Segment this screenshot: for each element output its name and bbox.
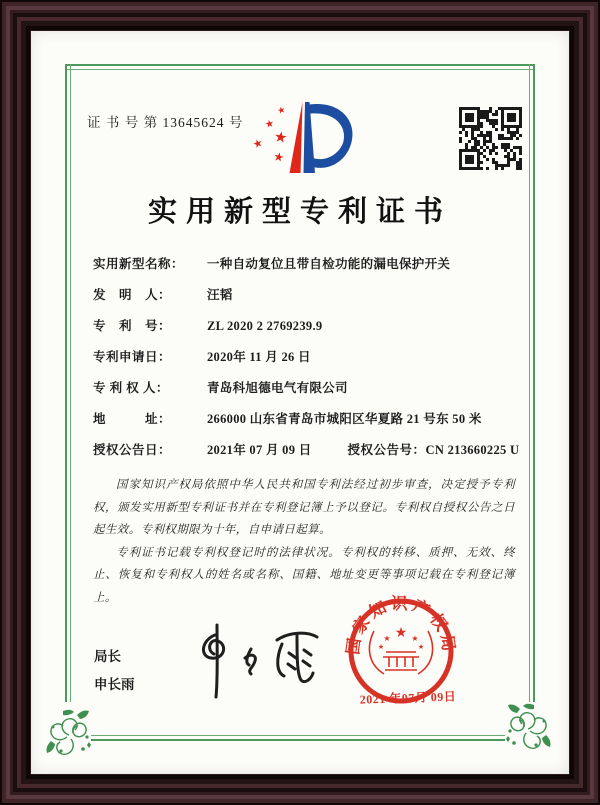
certificate-fields xyxy=(93,255,520,472)
svg-text:★: ★ xyxy=(394,625,408,641)
grant-number-value: CN 213660225 U xyxy=(425,443,520,457)
border-line-bottom xyxy=(91,735,505,741)
field-label: 地 址： xyxy=(93,412,172,426)
svg-text:★: ★ xyxy=(377,643,385,651)
svg-text:★: ★ xyxy=(272,149,286,166)
svg-text:★: ★ xyxy=(264,118,275,131)
border-line-top xyxy=(65,64,535,70)
floral-corner-ornament-icon xyxy=(43,707,95,759)
svg-text:★: ★ xyxy=(417,643,425,651)
field-value: 青岛科旭德电气有限公司 xyxy=(207,381,348,395)
border-line-left xyxy=(65,64,71,702)
legal-paragraph: 国家知识产权局依照中华人民共和国专利法经过初步审查，决定授予专利权，颁发实用新型专利证书并在专利登记簿上予以登记。专利权自授权公告之日起生效。专利权期限为十年，自申请日起算。 xyxy=(93,479,515,536)
legal-paragraph: 专利证书记载专利权登记时的法律状况。专利权的转移、质押、无效、终止、恢复和专利权人的姓名或名称、国籍、地址变更等事项记载在专利登记簿上。 xyxy=(93,546,515,604)
seal-ring-text: 国家知识产权局 xyxy=(343,594,459,656)
certificate-number: 证 书 号 第 13645624 号 xyxy=(87,115,244,130)
field-label: 专 利 号： xyxy=(93,319,172,333)
field-label: 发 明 人： xyxy=(93,288,172,302)
field-value: ZL 2020 2 2769239.9 xyxy=(207,319,323,333)
field-label: 实用新型名称： xyxy=(93,257,185,271)
field-value: 一种自动复位且带自检功能的漏电保护开关 xyxy=(207,257,451,271)
field-value: 汪韬 xyxy=(207,288,233,302)
grant-number-label: 授权公告号： xyxy=(347,443,426,457)
field-label: 专利申请日： xyxy=(93,350,172,364)
signer-block xyxy=(94,643,135,699)
field-row xyxy=(93,255,517,273)
svg-text:★: ★ xyxy=(276,105,287,117)
field-row xyxy=(93,317,517,335)
field-value: 2020年 11 月 26 日 xyxy=(207,350,311,364)
field-row xyxy=(93,410,517,428)
national-emblem-icon xyxy=(369,625,432,674)
signer-name: 申长雨 xyxy=(94,677,135,692)
seal-date: 2021 年07月 09日 xyxy=(359,689,457,707)
certificate-title: 实用新型专利证书 xyxy=(147,196,452,228)
border-line-right xyxy=(529,64,535,702)
signer-title: 局长 xyxy=(94,649,121,664)
grant-row xyxy=(93,441,520,459)
field-value: 266000 山东省青岛市城阳区华夏路 21 号东 50 米 xyxy=(207,412,482,426)
field-label: 专 利 权 人： xyxy=(93,381,169,395)
grant-date-label: 授权公告日： xyxy=(93,443,172,457)
official-seal xyxy=(339,589,464,714)
field-row xyxy=(93,379,517,397)
svg-text:★: ★ xyxy=(383,634,391,643)
field-row xyxy=(93,286,517,304)
svg-text:★: ★ xyxy=(251,135,265,152)
cnipa-logo-icon xyxy=(245,95,361,181)
svg-text:★: ★ xyxy=(272,127,289,147)
svg-text:★: ★ xyxy=(411,634,419,643)
grant-date-value: 2021年 07 月 09 日 xyxy=(207,443,312,457)
certificate-paper xyxy=(31,31,569,774)
floral-corner-ornament-icon xyxy=(502,701,554,753)
field-row xyxy=(93,348,517,366)
qr-code xyxy=(459,107,522,170)
commissioner-signature xyxy=(183,619,343,709)
